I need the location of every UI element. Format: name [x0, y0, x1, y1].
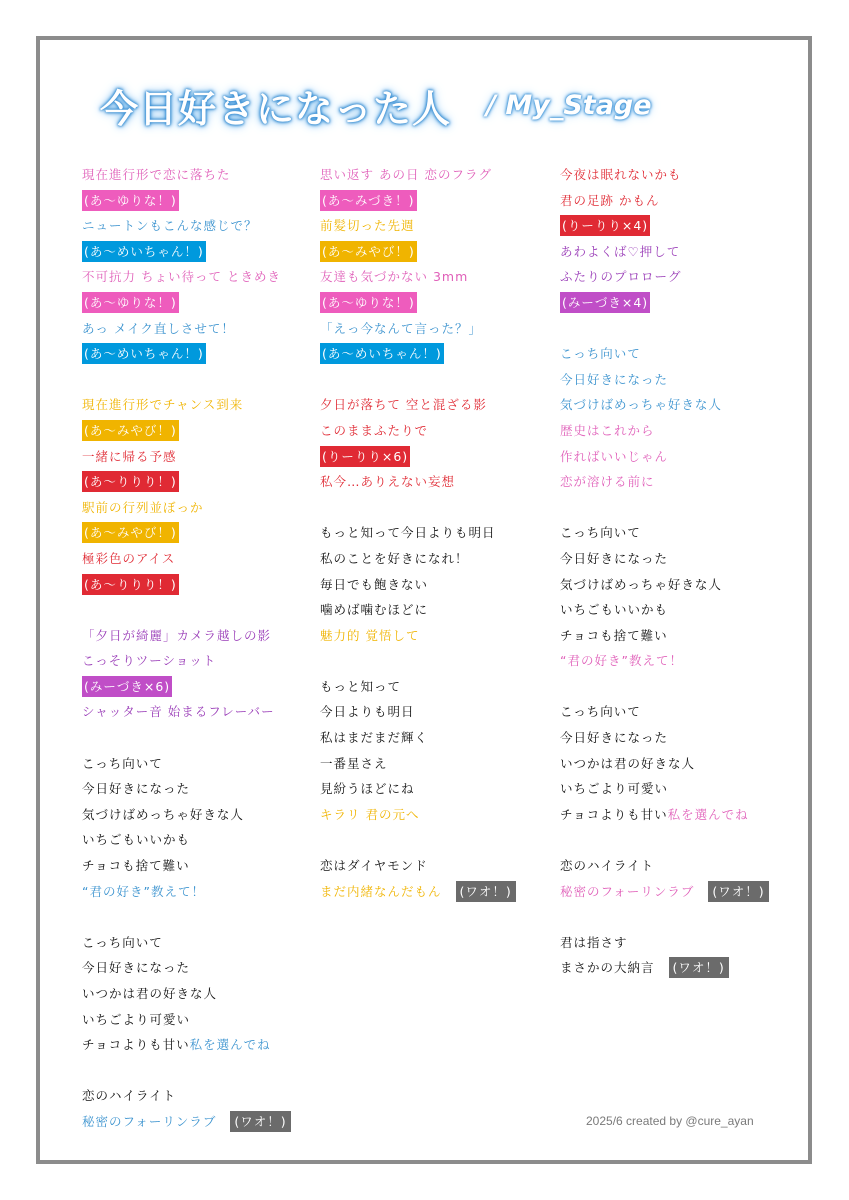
blank-line	[320, 827, 560, 853]
lyric-line	[82, 853, 322, 879]
lyric-line	[320, 725, 560, 751]
lyric-text: 歴史はこれから	[560, 422, 655, 438]
lyric-line	[560, 520, 800, 546]
lyric-line	[320, 520, 560, 546]
lyric-text: 気づけばめっちゃ好きな人	[560, 576, 722, 592]
lyric-text: シャッター音 始まるフレーバー	[82, 704, 275, 720]
lyric-line	[560, 213, 800, 239]
lyric-text: 秘密のフォーリンラブ	[82, 1113, 217, 1129]
lyric-line	[82, 469, 322, 495]
lyric-line	[320, 444, 560, 470]
blank-line	[82, 904, 322, 930]
lyric-text: ニュートンもこんな感じで？	[82, 218, 258, 234]
lyric-line	[560, 264, 800, 290]
lyric-line	[82, 316, 322, 342]
lyric-text: 駅前の行列並ぼっか	[82, 499, 204, 515]
lyric-line	[82, 341, 322, 367]
lyric-line	[320, 316, 560, 342]
call-highlight: (りーりり×4)	[560, 215, 650, 236]
lyric-text: 「えっ今なんて言った？」	[320, 320, 483, 336]
lyric-line	[560, 623, 800, 649]
lyric-text: 恋のハイライト	[82, 1088, 177, 1104]
lyric-line	[560, 341, 800, 367]
blank-line	[560, 674, 800, 700]
lyric-line	[560, 444, 800, 470]
lyric-text: 今日好きになった	[560, 371, 669, 387]
lyric-text: 私はまだまだ輝く	[320, 730, 429, 746]
lyric-text: 恋はダイヤモンド	[320, 858, 428, 874]
lyric-text: 毎日でも飽きない	[320, 576, 429, 592]
lyric-text: 思い返す あの日 恋のフラグ	[320, 167, 492, 182]
call-highlight: (あ～みやび！)	[82, 420, 179, 441]
lyric-line	[82, 776, 322, 802]
lyric-text: こっち向いて	[82, 934, 163, 950]
call-highlight: (あ～ゆりな！)	[82, 292, 179, 313]
lyric-line	[82, 802, 322, 828]
lyric-line	[560, 469, 800, 495]
lyric-text: 魅力的 覚悟して	[320, 627, 420, 643]
lyric-text: 私のことを好きになれ！	[320, 550, 469, 566]
lyric-line	[320, 879, 560, 905]
lyric-line	[320, 597, 560, 623]
lyric-text: 恋が溶ける前に	[560, 474, 655, 490]
lyric-line	[560, 597, 800, 623]
lyric-segment: チョコよりも甘い	[82, 1037, 190, 1053]
lyric-line	[82, 418, 322, 444]
call-highlight: (みーづき×6)	[82, 676, 172, 697]
lyric-line	[560, 751, 800, 777]
lyric-line	[82, 572, 322, 598]
page-subtitle: / My_Stage	[486, 90, 652, 121]
lyric-line	[560, 648, 800, 674]
lyric-line	[560, 290, 800, 316]
wao-call-badge: (ワオ！)	[708, 881, 768, 902]
lyric-line	[320, 392, 560, 418]
blank-line	[82, 1058, 322, 1084]
lyric-line	[320, 751, 560, 777]
lyric-line	[82, 1032, 322, 1058]
lyric-line	[320, 341, 560, 367]
lyric-line	[560, 853, 800, 879]
blank-line	[82, 367, 322, 393]
lyric-text: 今日よりも明日	[320, 704, 415, 720]
lyric-text: いちごより可愛い	[82, 1011, 191, 1027]
lyric-line	[320, 674, 560, 700]
lyric-line	[560, 802, 800, 828]
blank-line	[320, 495, 560, 521]
lyric-line	[82, 955, 322, 981]
blank-line	[320, 367, 560, 393]
lyric-line	[320, 572, 560, 598]
credit-text: 2025/6 created by @cure_ayan	[586, 1114, 754, 1128]
lyric-text: いちごより可愛い	[560, 781, 669, 797]
lyric-text: 気づけばめっちゃ好きな人	[560, 397, 722, 413]
call-highlight: (りーりり×6)	[320, 446, 410, 467]
wao-call-badge: (ワオ！)	[669, 957, 729, 978]
blank-line	[82, 597, 322, 623]
lyric-text: 夕日が落ちて 空と混ざる影	[320, 397, 487, 413]
lyric-line	[560, 879, 800, 905]
lyric-text: いつかは君の好きな人	[82, 986, 218, 1001]
lyric-line	[82, 546, 322, 572]
lyric-text: 私今…ありえない妄想	[320, 474, 456, 490]
lyric-text: 一番星さえ	[320, 755, 388, 771]
lyric-line	[560, 572, 800, 598]
lyric-text: 極彩色のアイス	[82, 550, 176, 566]
lyric-line	[560, 776, 800, 802]
lyric-text: 今日好きになった	[82, 781, 191, 797]
lyric-line	[320, 264, 560, 290]
header	[100, 78, 652, 138]
lyric-segment: 私を選んでね	[189, 1037, 271, 1053]
lyric-text: こっそりツーショット	[82, 653, 217, 669]
lyrics-column-2	[320, 162, 560, 904]
lyric-line	[320, 546, 560, 572]
lyric-line	[82, 930, 322, 956]
call-highlight: (みーづき×4)	[560, 292, 650, 313]
call-highlight: (あ～りりり！)	[82, 574, 179, 595]
lyric-segment: 私を選んでね	[667, 806, 749, 822]
lyric-line	[82, 827, 322, 853]
lyric-line	[320, 802, 560, 828]
lyric-line	[320, 699, 560, 725]
lyric-line	[82, 213, 322, 239]
lyric-text: あわよくば♡押して	[560, 243, 681, 259]
lyric-line	[320, 290, 560, 316]
lyric-line	[82, 520, 322, 546]
lyric-line	[560, 725, 800, 751]
lyric-line	[560, 699, 800, 725]
lyric-line	[560, 546, 800, 572]
lyric-line	[82, 444, 322, 470]
lyric-text: チョコも捨て難い	[560, 627, 668, 643]
call-highlight: (あ～みやび！)	[82, 522, 179, 543]
lyric-line	[82, 879, 322, 905]
lyric-text: 今夜は眠れないかも	[560, 167, 682, 182]
lyric-line	[320, 239, 560, 265]
lyric-line	[82, 392, 322, 418]
wao-call-badge: (ワオ！)	[456, 881, 516, 902]
lyric-text: 現在進行形で恋に落ちた	[82, 167, 231, 182]
lyric-line	[320, 418, 560, 444]
lyric-line	[560, 392, 800, 418]
page-title: 今日好きになった人	[100, 87, 452, 131]
lyric-line	[82, 495, 322, 521]
lyric-text: こっち向いて	[560, 346, 641, 362]
lyric-text: 君の足跡 かもん	[560, 192, 660, 208]
lyric-text: 友達も気づかない 3mm	[320, 269, 469, 285]
lyric-text: “君の好き”教えて！	[82, 883, 205, 899]
blank-line	[560, 495, 800, 521]
lyric-line	[82, 1083, 322, 1109]
lyric-text: 今日好きになった	[82, 960, 191, 976]
blank-line	[560, 827, 800, 853]
lyric-line	[320, 853, 560, 879]
lyric-line	[82, 290, 322, 316]
lyric-line	[82, 188, 322, 214]
lyric-text: 見紛うほどにね	[320, 781, 415, 797]
lyric-text: まだ内緒なんだもん	[320, 883, 442, 899]
lyric-line	[320, 469, 560, 495]
call-highlight: (あ～ゆりな！)	[82, 190, 179, 211]
lyric-line	[82, 981, 322, 1007]
lyric-text: 前髪切った先週	[320, 218, 415, 234]
lyric-text: 不可抗力 ちょい待って ときめき	[82, 269, 281, 285]
lyric-text: 秘密のフォーリンラブ	[560, 883, 695, 899]
lyric-text: こっち向いて	[82, 755, 163, 771]
lyric-text: こっち向いて	[560, 704, 641, 720]
lyric-line	[320, 162, 560, 188]
lyric-line	[560, 367, 800, 393]
call-highlight: (あ～みやび！)	[320, 241, 417, 262]
lyric-line	[320, 776, 560, 802]
lyric-line	[82, 264, 322, 290]
lyric-text: もっと知って今日よりも明日	[320, 525, 496, 541]
lyric-text: キラリ 君の元へ	[320, 806, 420, 822]
lyric-line	[82, 623, 322, 649]
lyric-text: 噛めば噛むほどに	[320, 602, 429, 618]
lyric-line	[320, 623, 560, 649]
call-highlight: (あ～みづき！)	[320, 190, 417, 211]
lyric-text: 「夕日が綺麗」カメラ越しの影	[82, 627, 272, 643]
lyric-line	[82, 751, 322, 777]
lyric-segment: チョコよりも甘い	[560, 806, 668, 822]
lyric-line	[82, 239, 322, 265]
lyric-line	[82, 1007, 322, 1033]
lyric-line	[560, 955, 800, 981]
lyric-line	[82, 648, 322, 674]
blank-line	[320, 648, 560, 674]
call-highlight: (あ～めいちゃん！)	[320, 343, 444, 364]
blank-line	[560, 904, 800, 930]
call-highlight: (あ～めいちゃん！)	[82, 241, 206, 262]
lyric-text: “君の好き”教えて！	[560, 653, 683, 669]
lyric-line	[560, 188, 800, 214]
blank-line	[82, 725, 322, 751]
lyric-text: 恋のハイライト	[560, 858, 655, 874]
lyric-line	[560, 930, 800, 956]
lyric-line	[82, 1109, 322, 1135]
lyric-text: こっち向いて	[560, 525, 641, 541]
lyric-line	[320, 188, 560, 214]
lyric-line	[320, 213, 560, 239]
lyric-text: 気づけばめっちゃ好きな人	[82, 806, 244, 822]
lyric-text: このままふたりで	[320, 422, 429, 438]
lyric-text: ふたりのプロローグ	[560, 269, 682, 285]
lyric-text: いちごもいいかも	[82, 832, 191, 848]
lyric-text: いつかは君の好きな人	[560, 755, 696, 771]
lyric-text: 現在進行形でチャンス到来	[82, 397, 244, 413]
call-highlight: (あ～めいちゃん！)	[82, 343, 206, 364]
lyric-line	[560, 418, 800, 444]
lyric-text: まさかの大納言	[560, 960, 655, 976]
lyric-text: もっと知って	[320, 678, 402, 694]
lyric-text: 君は指さす	[560, 934, 628, 950]
lyric-text: 一緒に帰る予感	[82, 448, 177, 464]
lyric-text: あっ メイク直しさせて！	[82, 320, 235, 336]
lyric-line	[82, 699, 322, 725]
call-highlight: (あ～ゆりな！)	[320, 292, 417, 313]
lyric-text: 今日好きになった	[560, 730, 669, 746]
call-highlight: (あ～りりり！)	[82, 471, 179, 492]
lyric-text: 作ればいいじゃん	[560, 448, 669, 464]
lyric-line	[560, 162, 800, 188]
lyrics-column-3	[560, 162, 800, 981]
lyric-text: いちごもいいかも	[560, 602, 669, 618]
lyric-text: 今日好きになった	[560, 550, 669, 566]
lyric-text: チョコも捨て難い	[82, 858, 190, 874]
lyric-line	[82, 162, 322, 188]
lyrics-column-1	[82, 162, 322, 1135]
lyric-line	[82, 674, 322, 700]
lyric-line	[560, 239, 800, 265]
wao-call-badge: (ワオ！)	[230, 1111, 290, 1132]
blank-line	[560, 316, 800, 342]
